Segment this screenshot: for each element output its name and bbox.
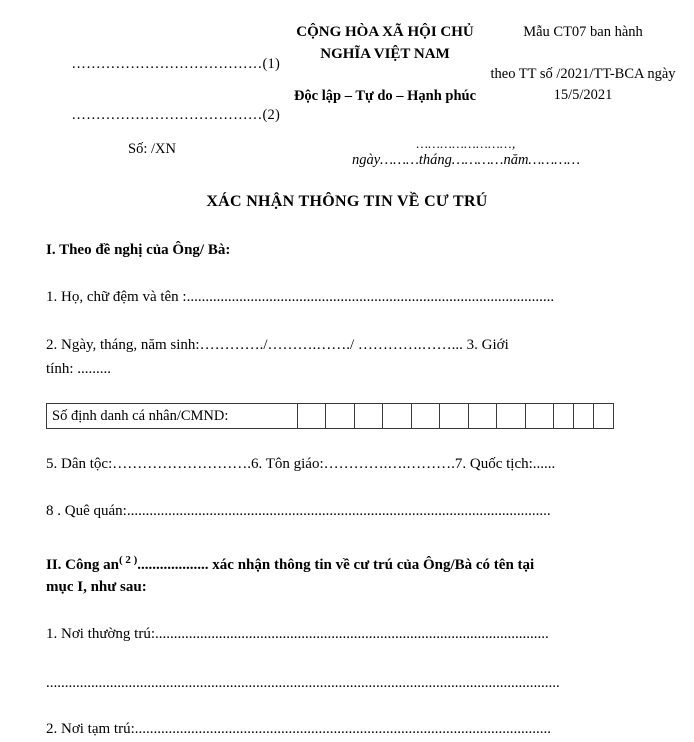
id-digit-cell[interactable] (439, 404, 467, 428)
document-number-and-date-row (0, 124, 694, 169)
id-digit-cell[interactable] (496, 404, 524, 428)
field-gender: tính: ......... (46, 361, 112, 378)
issuing-authority-line-1: …………………………………(1) (71, 56, 280, 72)
date-block (286, 137, 676, 169)
issuing-authority-line-2: …………………………………(2) (71, 107, 280, 123)
id-digit-cell[interactable] (325, 404, 353, 428)
field-hometown: 8 . Quê quán:................................................................................................................. (46, 503, 551, 520)
footnote-marker-2: ( 2 ) (118, 553, 138, 566)
section-2-heading-line-2: mục I, như sau: (46, 579, 147, 596)
field-date-of-birth: 2. Ngày, tháng, năm sinh:…………./……….……./ ………….……... 3. Giới (46, 337, 509, 354)
personal-id-number-cells (297, 404, 613, 428)
section-1-heading: I. Theo đề nghị của Ông/ Bà: (46, 242, 231, 259)
document-body (0, 239, 694, 741)
id-digit-cell[interactable] (573, 404, 593, 428)
form-code-label: Mẫu CT07 ban hành (523, 24, 643, 40)
document-number: Số: /XN (128, 141, 176, 157)
page-title: XÁC NHẬN THÔNG TIN VỀ CƯ TRÚ (206, 193, 488, 211)
field-date-of-birth-and-gender (46, 333, 648, 381)
id-digit-cell[interactable] (382, 404, 410, 428)
id-digit-cell[interactable] (553, 404, 573, 428)
issuing-authority-block (18, 22, 286, 124)
field-ethnicity-religion-nationality: 5. Dân tộc:……………………….6. Tôn giáo:………….….……….7. Quốc tịch:...... (46, 456, 556, 473)
field-temporary-residence: 2. Nơi tạm trú:............................................................................................................... (46, 721, 552, 738)
field-permanent-residence-continuation: ......................................................................................................................................... (46, 674, 560, 691)
id-digit-cell[interactable] (525, 404, 553, 428)
document-header (0, 0, 694, 124)
id-digit-cell[interactable] (354, 404, 382, 428)
id-digit-cell[interactable] (297, 404, 325, 428)
field-permanent-residence: 1. Nơi thường trú:......................................................................................................... (46, 625, 549, 642)
place-dots: ……………………, (416, 136, 516, 151)
personal-id-number-box (46, 403, 614, 429)
date-fill-line: ngày………tháng…………năm………… (351, 152, 580, 169)
id-digit-cell[interactable] (411, 404, 439, 428)
personal-id-number-label: Số định danh cá nhân/CMND: (52, 407, 229, 424)
section-2-heading-prefix: II. Công an (46, 556, 119, 573)
national-title: CỘNG HÒA XÃ HỘI CHỦ NGHĨA VIỆT NAM (296, 24, 474, 62)
id-digit-cell[interactable] (468, 404, 496, 428)
section-2-heading (46, 552, 648, 599)
form-circular-reference: theo TT số /2021/TT-BCA ngày 15/5/2021 (490, 66, 676, 104)
national-motto: Độc lập – Tự do – Hạnh phúc (293, 87, 477, 104)
id-digit-cell[interactable] (593, 404, 613, 428)
section-2-heading-rest: ................... xác nhận thông tin về cư trú của Ông/Bà có tên tại (137, 556, 535, 573)
field-full-name: 1. Họ, chữ đệm và tên :.................................................................................................. (46, 288, 555, 305)
national-heading-block (286, 22, 484, 107)
form-reference-block (484, 22, 676, 106)
